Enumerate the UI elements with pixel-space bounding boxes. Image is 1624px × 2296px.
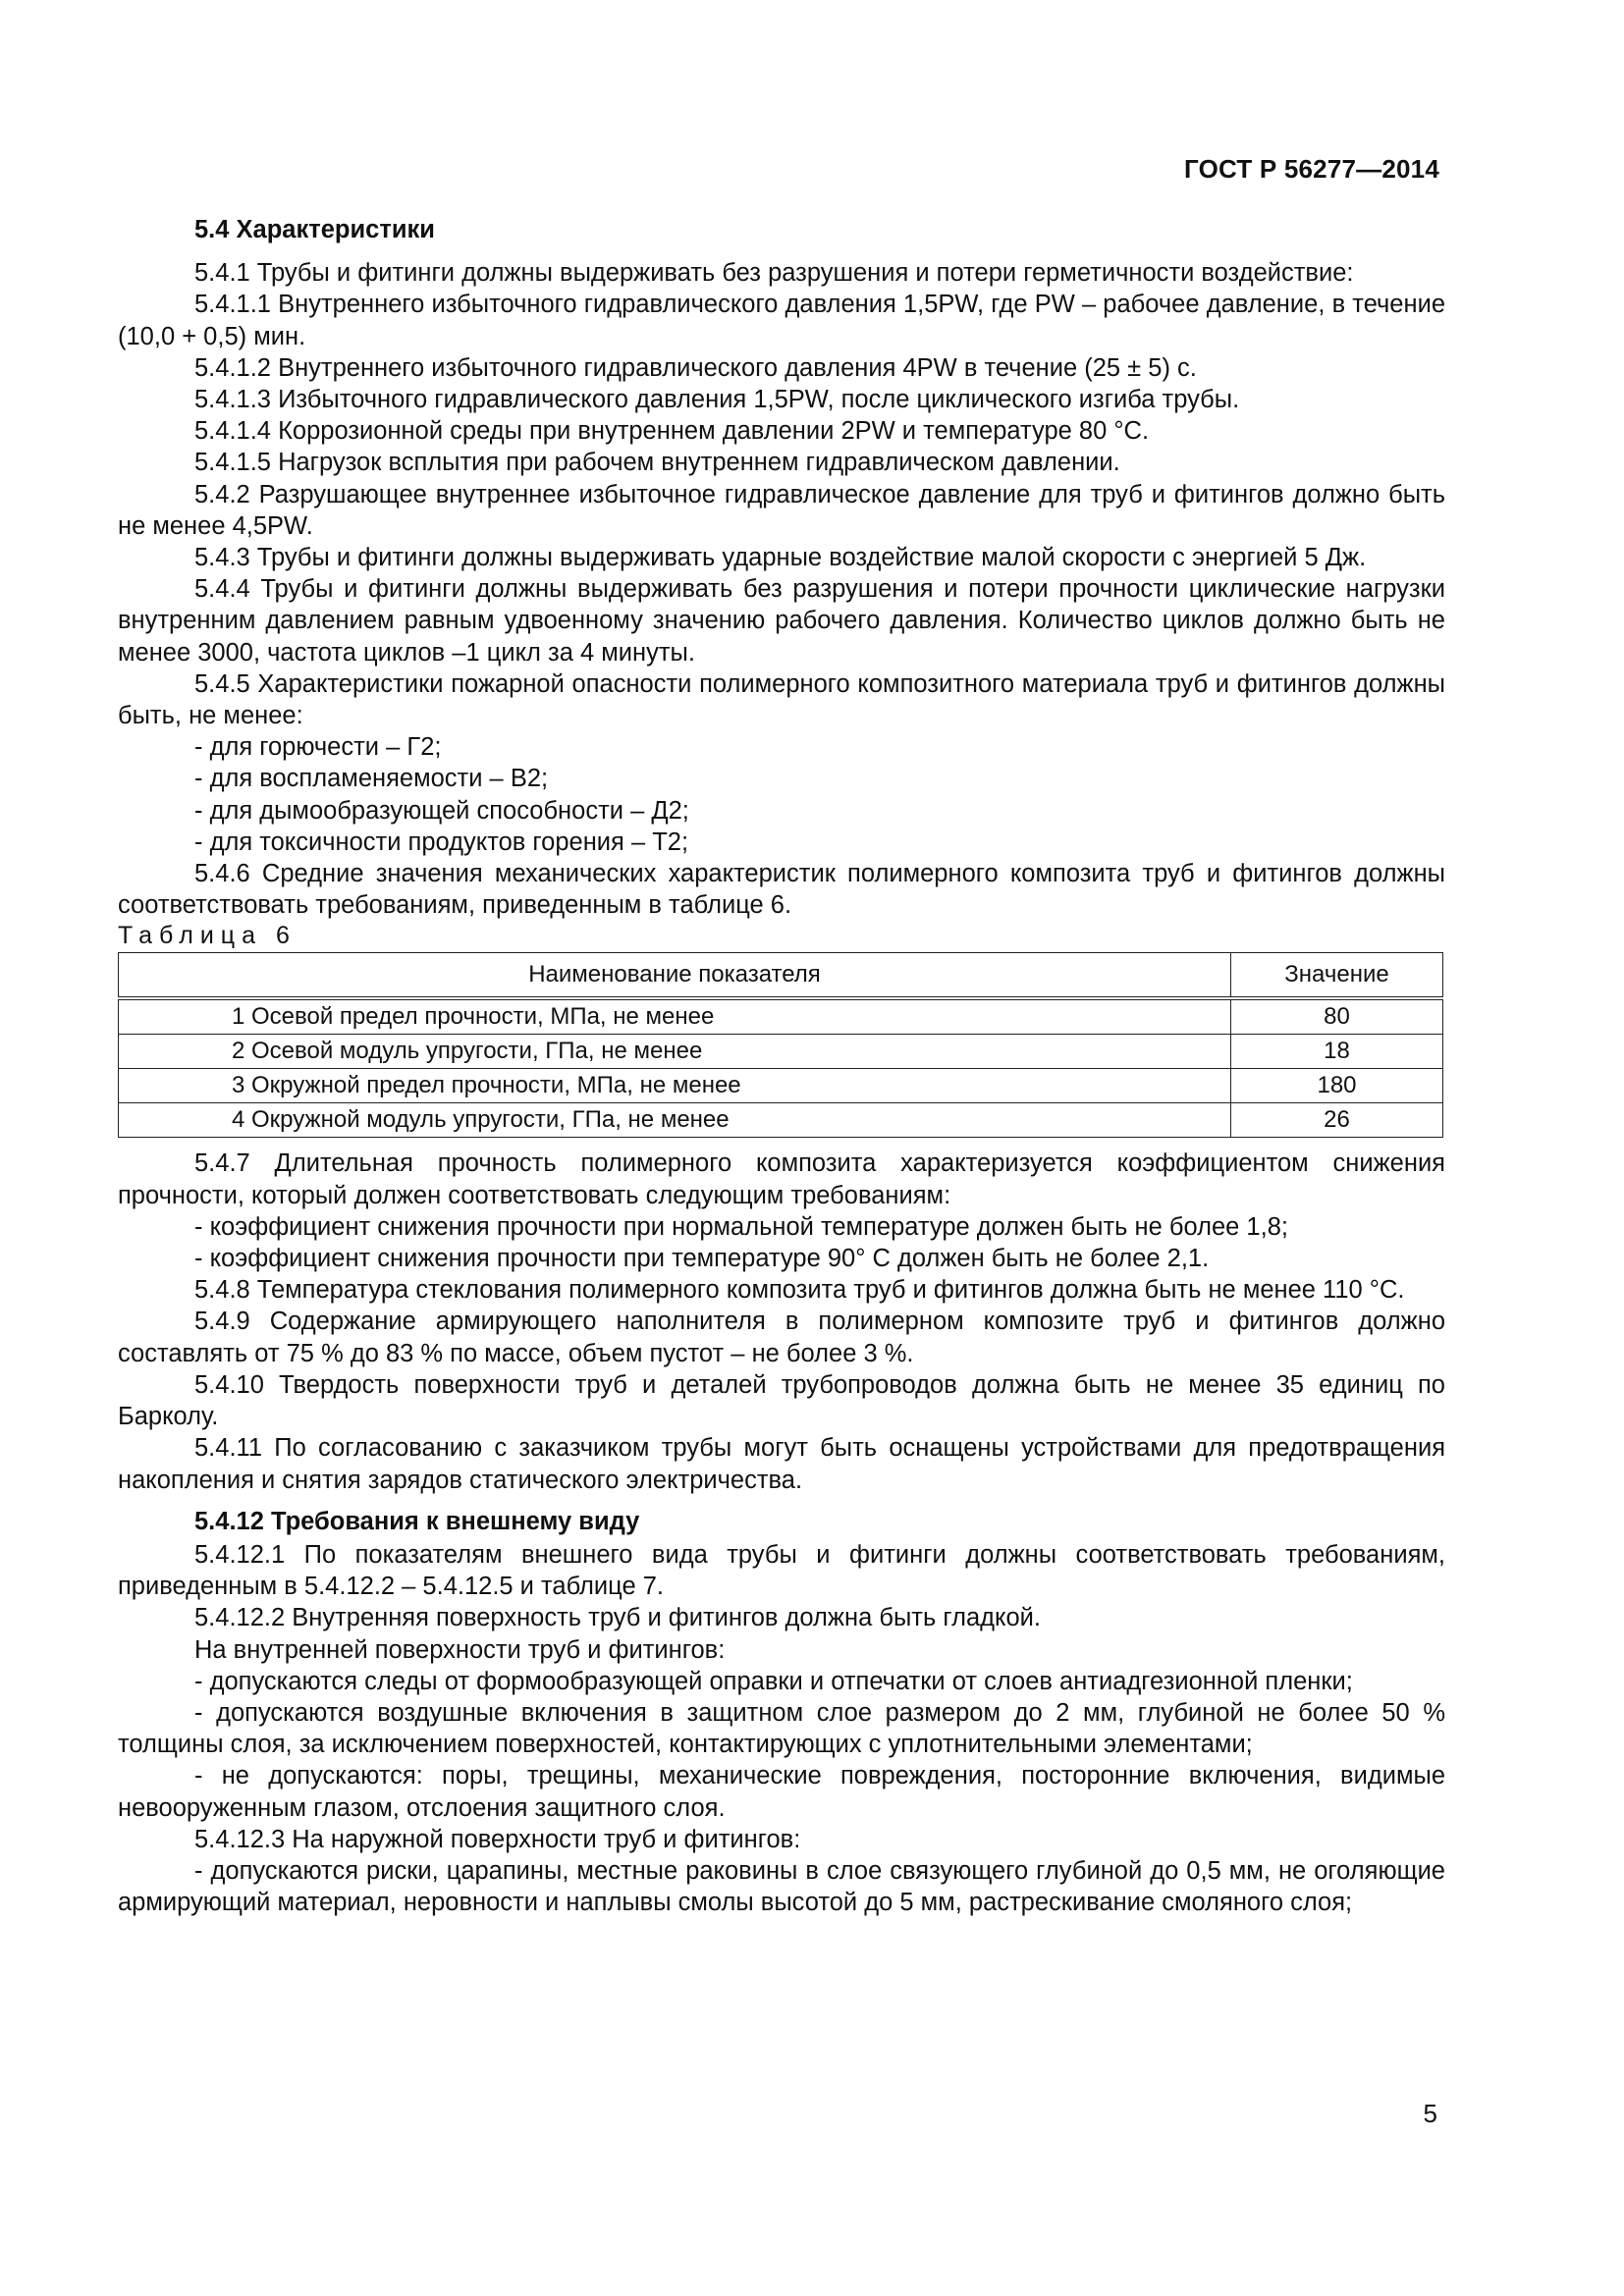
paragraph-5-4-10: 5.4.10 Твердость поверхности труб и деталей трубопроводов должна быть не менее 35 единиц по Барколу.: [118, 1370, 1445, 1431]
list-item: - коэффициент снижения прочности при температуре 90° С должен быть не более 2,1.: [194, 1245, 1210, 1273]
paragraph-5-4-11: 5.4.11 По согласованию с заказчиком трубы могут быть оснащены устройствами для предотвращения накопления и снятия зарядов статического электричества.: [118, 1434, 1445, 1494]
list-item: - для дымообразующей способности – Д2;: [194, 796, 689, 825]
column-header-name: Наименование показателя: [119, 953, 1231, 999]
paragraph-5-4-6: 5.4.6 Средние значения механических характеристик полимерного композита труб и фитингов должны соответствовать требованиям, приведенным в таблице 6.: [118, 860, 1445, 920]
table-cell-value: 18: [1231, 1035, 1443, 1069]
paragraph-5-4-1-3: 5.4.1.3 Избыточного гидравлического давления 1,5PW, после циклического изгиба трубы.: [194, 386, 1240, 414]
paragraph-5-4-1-2: 5.4.1.2 Внутреннего избыточного гидравлического давления 4PW в течение (25 ± 5) с.: [194, 353, 1197, 382]
document-body: [118, 214, 1445, 1918]
paragraph-5-4-5: 5.4.5 Характеристики пожарной опасности полимерного композитного материала труб и фитингов должны быть, не менее:: [118, 669, 1445, 730]
list-item: - для горючести – Г2;: [194, 733, 442, 762]
section-5-4-title: 5.4 Характеристики: [194, 216, 435, 243]
page-number: 5: [1423, 2099, 1437, 2128]
section-5-4-12-title: 5.4.12 Требования к внешнему виду: [194, 1507, 640, 1535]
paragraph-5-4-8: 5.4.8 Температура стеклования полимерного композита труб и фитингов должна быть не менее 110 °С.: [194, 1276, 1405, 1305]
paragraph-5-4-1-5: 5.4.1.5 Нагрузок всплытия при рабочем внутреннем гидравлическом давлении.: [194, 449, 1120, 477]
table-6: [118, 952, 1443, 1138]
list-item: - допускаются риски, царапины, местные раковины в слое связующего глубиной до 0,5 мм, не оголяющие армирующий материал, неровности и наплывы смолы высотой до 5 мм, растрескивание смоляного слоя;: [118, 1856, 1445, 1917]
table-row: [119, 1069, 1443, 1103]
table-cell-name: 2 Осевой модуль упругости, ГПа, не менее: [119, 1035, 1231, 1069]
list-item: - для токсичности продуктов горения – Т2;: [194, 828, 689, 856]
column-header-value: Значение: [1231, 953, 1443, 999]
table-cell-name: 4 Окружной модуль упругости, ГПа, не менее: [119, 1103, 1231, 1138]
paragraph-5-4-4: 5.4.4 Трубы и фитинги должны выдерживать без разрушения и потери прочности циклические нагрузки внутренним давлением равным удвоенному значению рабочего давления. Количество циклов должно быть не менее 3000, частота циклов –1 цикл за 4 минуты.: [118, 575, 1445, 667]
paragraph-inner-surface: На внутренней поверхности труб и фитингов:: [194, 1635, 726, 1664]
paragraph-5-4-12-3: 5.4.12.3 На наружной поверхности труб и фитингов:: [194, 1825, 801, 1853]
document-header-id: ГОСТ Р 56277—2014: [1184, 154, 1439, 184]
table-cell-value: 26: [1231, 1103, 1443, 1138]
paragraph-5-4-12-2: 5.4.12.2 Внутренняя поверхность труб и фитингов должна быть гладкой.: [194, 1604, 1041, 1632]
paragraph-5-4-7: 5.4.7 Длительная прочность полимерного композита характеризуется коэффициентом снижения прочности, который должен соответствовать следующим требованиям:: [118, 1149, 1445, 1209]
paragraph-5-4-12-1: 5.4.12.1 По показателям внешнего вида трубы и фитинги должны соответствовать требованиям, приведенным в 5.4.12.2 – 5.4.12.5 и таблице 7.: [118, 1540, 1445, 1601]
paragraph-5-4-2: 5.4.2 Разрушающее внутреннее избыточное гидравлическое давление для труб и фитингов должно быть не менее 4,5PW.: [118, 480, 1445, 540]
table-row: [119, 1035, 1443, 1069]
paragraph-5-4-1: 5.4.1 Трубы и фитинги должны выдерживать без разрушения и потери герметичности воздействие:: [194, 259, 1354, 288]
table-row: [119, 998, 1443, 1035]
list-item: - коэффициент снижения прочности при нормальной температуре должен быть не более 1,8;: [194, 1212, 1288, 1241]
list-item: - допускаются следы от формообразующей оправки и отпечатки от слоев антиадгезионной пленки;: [194, 1667, 1353, 1695]
table-cell-name: 1 Осевой предел прочности, МПа, не менее: [119, 998, 1231, 1035]
table-6-caption: Таблица 6: [118, 922, 297, 950]
paragraph-5-4-1-4: 5.4.1.4 Коррозионной среды при внутреннем давлении 2PW и температуре 80 °С.: [194, 417, 1150, 446]
list-item: - допускаются воздушные включения в защитном слое размером до 2 мм, глубиной не более 50 % толщины слоя, за исключением поверхностей, контактирующих с уплотнительными элементами;: [118, 1698, 1445, 1759]
list-item: - для воспламеняемости – В2;: [194, 765, 549, 793]
list-item: - не допускаются: поры, трещины, механические повреждения, посторонние включения, видимые невооруженным глазом, отслоения защитного слоя.: [118, 1762, 1445, 1822]
table-cell-name: 3 Окружной предел прочности, МПа, не менее: [119, 1069, 1231, 1103]
paragraph-5-4-9: 5.4.9 Содержание армирующего наполнителя в полимерном композите труб и фитингов должно составлять от 75 % до 83 % по массе, объем пустот – не более 3 %.: [118, 1308, 1445, 1367]
table-row: [119, 1103, 1443, 1138]
table-header-row: [119, 953, 1443, 999]
paragraph-5-4-3: 5.4.3 Трубы и фитинги должны выдерживать ударные воздействие малой скорости с энергией 5 Дж.: [194, 544, 1367, 572]
paragraph-5-4-1-1: 5.4.1.1 Внутреннего избыточного гидравлического давления 1,5PW, где PW – рабочее давление, в течение (10,0 + 0,5) мин.: [118, 291, 1445, 350]
table-cell-value: 80: [1231, 998, 1443, 1035]
table-cell-value: 180: [1231, 1069, 1443, 1103]
